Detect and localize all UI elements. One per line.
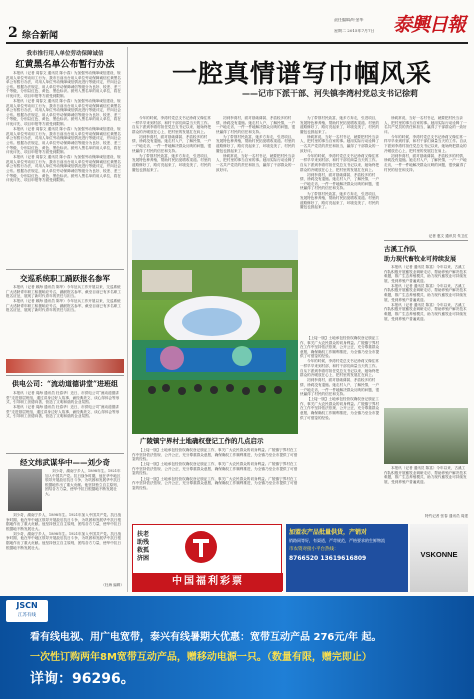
main-subheadline: ——记市下派干部、河失镇李湾村党总支书记徐莉 — [242, 89, 418, 98]
date-line: 星期二 2015年7月7日 — [334, 29, 375, 33]
agri-ad[interactable] — [286, 524, 408, 592]
brand-ad[interactable] — [410, 524, 468, 592]
welfare-lottery-ad[interactable] — [132, 524, 282, 592]
inline-photo — [6, 359, 124, 373]
divider — [6, 453, 124, 454]
jscn-logo — [6, 600, 48, 622]
news-photo — [132, 230, 298, 434]
column-divider — [127, 47, 128, 592]
article-subtitle: 助力现代畜牧业可持续发展 — [384, 256, 457, 263]
article-title: 红黄黑名单公布暂行办法 — [15, 60, 115, 70]
article-body: 刘少奇，湖南宁乡人，1898年生。1921年加入中国共产党。抗日战争时期，他在华中地区领导开展敌后抗日斗争，为巩固和发展华中抗日根据地作出了重大贡献。他坚持独立自主原则，团结各方力量，使华中抗日根据地不断发展壮大。 刘少奇，湖南宁乡人，1898年生。1921年加入中国共产党。抗日战争时期，他在华中地区领导开展敌后抗日斗争，为巩固和发展华中抗日根据地作出了重大贡献。他坚持独立自主原则，团结各方力量，使华中抗日根据地不断发展壮大。 — [6, 513, 122, 550]
article-body: 本报讯（记者 通讯员 陈富）今年以来，古溪工作队积极开展畜牧业调研走访，帮助养殖户解决技术难题，推广生态养殖模式，助力现代畜牧业可持续发展，受到养殖户普遍欢迎。 — [384, 466, 467, 484]
divider — [384, 240, 468, 241]
article-body: 【上接一版】土地承包经营权确权登记颁证工作，事关广大农民群众的切身利益。广陵镇宁界村在工作中坚持依法依规、公开公正，充分尊重群众意愿，确保确权工作顺利推进，为全镇乃至全市提供了可借鉴的经验。 今年的时候，李湾村党总支书记徐莉又像往常一样早早来到村部，和村干部们商量当天的工作。自从下派到李湾村担任党总支书记以来，她始终把群众的冷暖放在心上，把村里的发展扛在肩上。 初到李湾村，面对基础薄弱、矛盾较多的村情，徐莉没有退缩。她走村入户，了解民情，一户一户地走访，一件一件地解决群众反映的问题，很快赢得了村民的信任和支持。 【上接一版】土地承包经营权确权登记颁证工作，事关广大农民群众的切身利益。广陵镇宁界村在工作中坚持依法依规、公开公正，充分尊重群众意愿，确保确权工作顺利推进，为全镇乃至全市提供了可借鉴的经验。 — [300, 336, 380, 420]
main-article-col: 为了带领村民致富，她多方奔走，引进项目，发展特色种养殖，帮助村民拓宽增收渠道。村里的道路修好了，路灯亮起来了，环境变美了，村民的腰包也鼓起来了。 徐莉常说，当好一名村书记，就要把村民当亲人，把村里的事当自家的事。她用实际行动诠释了一名共产党员的责任和担当，赢得了干部群众的一致好评。 今年的时候，李湾村党总支书记徐莉又像往常一样早早来到村部，和村干部们商量当天的工作。自从下派到李湾村担任党总支书记以来，她始终把群众的冷暖放在心上，把村里的发展扛在肩上。 初到李湾村，面对基础薄弱、矛盾较多的村情，徐莉没有退缩。她走村入户，了解民情，一户一户地走访，一件一件地解决群众反映的问题，很快赢得了村民的信任和支持。 为了带领村民致富，她多方奔走，引进项目，发展特色种养殖，帮助村民拓宽增收渠道。村里的道路修好了，路灯亮起来了，环境变美了，村民的腰包也鼓起来了。 — [300, 116, 380, 210]
main-byline: 记者 惠文 通讯员 朱卫红 — [428, 234, 468, 238]
left-column — [6, 47, 124, 592]
banner-phone[interactable]: 详询：96296。 — [30, 671, 135, 687]
article-kicker: 我市推行用人单位劳动保障诚信 — [26, 51, 104, 57]
main-article-col: 徐莉常说，当好一名村书记，就要把村民当亲人，把村里的事当自家的事。她用实际行动诠释了一名共产党员的责任和担当，赢得了干部群众的一致好评。 今年的时候，李湾村党总支书记徐莉又像往常一样早早来到村部，和村干部们商量当天的工作。自从下派到李湾村担任党总支书记以来，她始终把群众的冷暖放在心上，把村里的发展扛在肩上。 初到李湾村，面对基础薄弱、矛盾较多的村情，徐莉没有退缩。她走村入户，了解民情，一户一户地走访，一件一件地解决群众反映的问题，很快赢得了村民的信任和支持。 — [384, 116, 467, 172]
editor-line: 责任编辑/叶金华 — [334, 18, 364, 22]
byline: （杜海 编辑） — [101, 583, 124, 587]
page-header — [0, 0, 474, 46]
welfare-slogans: 扶老 助残 救孤 济困 — [137, 531, 150, 562]
brand-name: VSKONNE — [420, 550, 458, 559]
section-title: 综合新闻 — [22, 31, 59, 41]
photo-caption: 广陵镇宁界村土地确权登记工作的几点启示 — [140, 437, 264, 445]
banner-line-2: 一次性订购两年8M宽带互动产品，赠移动电源一只。（数量有限，赠完即止） — [30, 652, 372, 663]
jscn-logo-text: JSCN — [16, 601, 38, 610]
portrait-photo — [8, 469, 42, 511]
main-headline-block — [132, 52, 468, 110]
divider — [6, 375, 124, 376]
byline: 特约记者 张春 通讯员 周建 — [425, 514, 468, 518]
article-body: 本报讯（记者 周春文 通讯员 陈小春）为加强劳动保障诚信建设，规范用人单位劳动用工行为，我市日前出台用人单位劳动保障诚信红黄黑名单公布暂行办法，对用人单位劳动保障诚信情况进行等级评定，并向社会公布。根据办法规定，用人单位劳动保障诚信等级分为良好、较差、差三个等级，分别以红色、黄色、黑色标识。被列入黑名单的用人单位，将在评优评先、项目申报等方面受到限制。 本报讯（记者 周春文 通讯员 陈小春）为加强劳动保障诚信建设，规范用人单位劳动用工行为，我市日前出台用人单位劳动保障诚信红黄黑名单公布暂行办法，对用人单位劳动保障诚信情况进行等级评定，并向社会公布。根据办法规定，用人单位劳动保障诚信等级分为良好、较差、差三个等级，分别以红色、黄色、黑色标识。被列入黑名单的用人单位，将在评优评先、项目申报等方面受到限制。 本报讯（记者 周春文 通讯员 陈小春）为加强劳动保障诚信建设，规范用人单位劳动用工行为，我市日前出台用人单位劳动保障诚信红黄黑名单公布暂行办法，对用人单位劳动保障诚信情况进行等级评定，并向社会公布。根据办法规定，用人单位劳动保障诚信等级分为良好、较差、差三个等级，分别以红色、黄色、黑色标识。被列入黑名单的用人单位，将在评优评先、项目申报等方面受到限制。 本报讯（记者 周春文 通讯员 陈小春）为加强劳动保障诚信建设，规范用人单位劳动用工行为，我市日前出台用人单位劳动保障诚信红黄黑名单公布暂行办法，对用人单位劳动保障诚信情况进行等级评定，并向社会公布。根据办法规定，用人单位劳动保障诚信等级分为良好、较差、差三个等级，分别以红色、黄色、黑色标识。被列入黑名单的用人单位，将在评优评先、项目申报等方面受到限制。 — [6, 71, 121, 183]
article-body: 本报讯（记者 顾海 通讯员 陈华）今年征兵工作开展以来，交巡系统广大适龄青年职工积极响应号召，踊跃报名参军，截至目前已有多名职工报名应征，展现了新时代青年的责任与担当。 本报讯（记者 顾海 通讯员 陈华）今年征兵工作开展以来，交巡系统广大适龄青年职工积极响应号召，踊跃报名参军，截至目前已有多名职工报名应征，展现了新时代青年的责任与担当。 — [6, 285, 121, 313]
photo-article-body: 【上接一版】土地承包经营权确权登记颁证工作，事关广大农民群众的切身利益。广陵镇宁界村在工作中坚持依法依规、公开公正，充分尊重群众意愿，确保确权工作顺利推进，为全镇乃至全市提供了可借鉴的经验。 【上接一版】土地承包经营权确权登记颁证工作，事关广大农民群众的切身利益。广陵镇宁界村在工作中坚持依法依规、公开公正，充分尊重群众意愿，确保确权工作顺利推进，为全镇乃至全市提供了可借鉴的经验。 【上接一版】土地承包经营权确权登记颁证工作，事关广大农民群众的切身利益。广陵镇宁界村在工作中坚持依法依规、公开公正，充分尊重群众意愿，确保确权工作顺利推进，为全镇乃至全市提供了可借鉴的经验。 — [132, 448, 298, 490]
page-number: 2 — [8, 25, 18, 41]
jscn-logo-sub: 江苏有线 — [18, 613, 36, 618]
divider — [6, 269, 124, 270]
banner-line-1: 看有线电视、用广电宽带，泰兴有线暑期大优惠：宽带互动产品 276元/年 起。 — [30, 632, 382, 643]
agri-ad-phone: 8766520 13619616809 — [289, 555, 367, 562]
article-title: 供电公司：“流动道德讲堂”进班组 — [11, 379, 119, 388]
main-article-col: 今年的时候，李湾村党总支书记徐莉又像往常一样早早来到村部，和村干部们商量当天的工作。自从下派到李湾村担任党总支书记以来，她始终把群众的冷暖放在心上，把村里的发展扛在肩上。 初到李湾村，面对基础薄弱、矛盾较多的村情，徐莉没有退缩。她走村入户，了解民情，一户一户地走访，一件一件地解决群众反映的问题，很快赢得了村民的信任和支持。 为了带领村民致富，她多方奔走，引进项目，发展特色种养殖，帮助村民拓宽增收渠道。村里的道路修好了，路灯亮起来了，环境变美了，村民的腰包也鼓起来了。 — [132, 116, 212, 172]
article-body: 本报讯（记者 通讯员 陈富）今年以来，古溪工作队积极开展畜牧业调研走访，帮助养殖户解决技术难题，推广生态养殖模式，助力现代畜牧业可持续发展，受到养殖户普遍欢迎。 本报讯（记者 通讯员 陈富）今年以来，古溪工作队积极开展畜牧业调研走访，帮助养殖户解决技术难题，推广生态养殖模式，助力现代畜牧业可持续发展，受到养殖户普遍欢迎。 本报讯（记者 通讯员 陈富）今年以来，古溪工作队积极开展畜牧业调研走访，帮助养殖户解决技术难题，推广生态养殖模式，助力现代畜牧业可持续发展，受到养殖户普遍欢迎。 — [384, 265, 467, 321]
main-headline: 一腔真情谱写巾帼风采 — [171, 59, 432, 88]
header-rule — [6, 42, 468, 44]
article-title: 经文纬武谋华中——刘少奇 — [20, 458, 110, 467]
article-body: 本报讯（记者 周海 通讯员 杜春华）近日，市供电公司“流动道德讲堂”走进基层班组，通过讲身边好人故事、诵经典美文、谈心得体会等形式，引导职工崇德向善，营造了文明和谐的企业氛围。 本报讯（记者 周海 通讯员 杜春华）近日，市供电公司“流动道德讲堂”走进基层班组，通过讲身边好人故事、诵经典美文、谈心得体会等形式，引导职工崇德向善，营造了文明和谐的企业氛围。 — [6, 391, 120, 419]
cable-banner[interactable] — [0, 596, 474, 699]
photo-illustration — [132, 230, 298, 434]
agri-ad-line: 市农资对接小平台热线： — [289, 547, 339, 552]
agri-ad-line: 加盟农产品批量供货，产销对 — [289, 529, 368, 536]
article-title: 古溪工作队 — [384, 245, 417, 253]
main-article-col: 初到李湾村，面对基础薄弱、矛盾较多的村情，徐莉没有退缩。她走村入户，了解民情，一户一户地走访，一件一件地解决群众反映的问题，很快赢得了村民的信任和支持。 为了带领村民致富，她多方奔走，引进项目，发展特色种养殖，帮助村民拓宽增收渠道。村里的道路修好了，路灯亮起来了，环境变美了，村民的腰包也鼓起来了。 徐莉常说，当好一名村书记，就要把村民当亲人，把村里的事当自家的事。她用实际行动诠释了一名共产党员的责任和担当，赢得了干部群众的一致好评。 — [216, 116, 296, 172]
agri-ad-line: 销路同等好，有渠道，严苛规范，严格要求的生鲜物流 — [289, 538, 385, 543]
welfare-title: 中国福利彩票 — [133, 573, 283, 591]
article-photo — [384, 408, 468, 464]
welfare-logo-icon — [181, 529, 221, 565]
article-body: 刘少奇，湖南宁乡人，1898年生。1921年加入中国共产党。抗日战争时期，他在华中地区领导开展敌后抗日斗争，为巩固和发展华中抗日根据地作出了重大贡献。他坚持独立自主原则，团结各方力量，使华中抗日根据地不断发展壮大。 — [45, 469, 121, 496]
masthead-logo: 泰興日報 — [393, 14, 466, 36]
article-title: 交巡系统职工踊跃报名参军 — [20, 274, 110, 283]
